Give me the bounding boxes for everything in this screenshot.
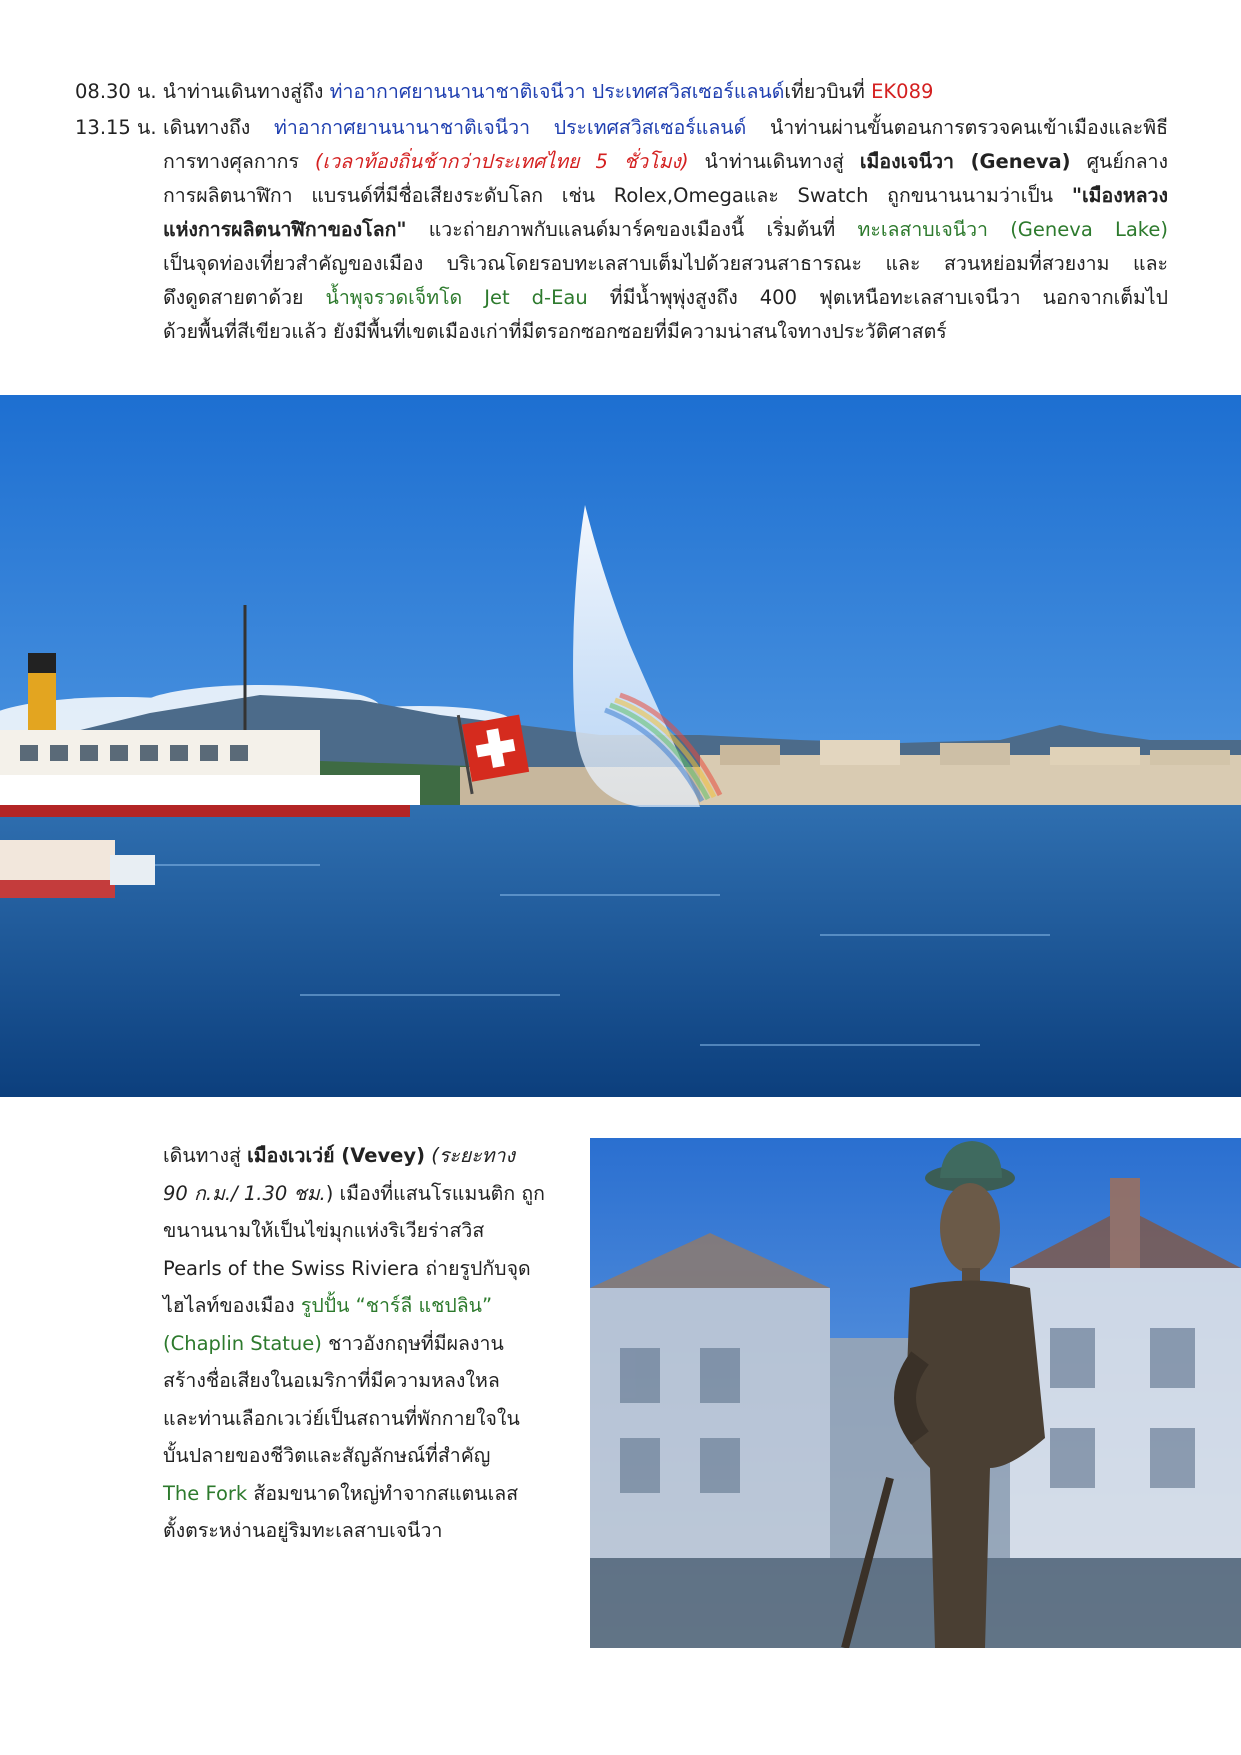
paragraph-line — [163, 281, 1168, 315]
geneva-paragraph — [163, 111, 1168, 349]
paragraph-line: Pearls of the Swiss Riviera ถ่ายรูปกับจุด — [163, 1256, 531, 1280]
chaplin-statue-photo — [590, 1138, 1241, 1648]
paragraph-line — [163, 179, 1168, 213]
timezone-note: (เวลาท้องถิ่นช้ากว่าประเทศไทย 5 ชั่วโมง) — [314, 150, 689, 173]
paragraph-line: บั้นปลายของชีวิตและสัญลักษณ์ที่สำคัญ — [163, 1444, 491, 1467]
text: เดินทางสู่ — [163, 1144, 248, 1167]
text: ส้อมขนาดใหญ่ทำจากสแตนเลส — [247, 1481, 519, 1505]
itinerary-text: นำท่านเดินทางสู่ถึง — [162, 80, 330, 103]
text: การทางศุลกากร — [163, 150, 315, 173]
text: ดึงดูดสายตาด้วย — [163, 286, 326, 309]
geneva-lake-photo — [0, 395, 1241, 1097]
paragraph-line — [163, 213, 1168, 247]
text: ที่มีน้ำพุพุ่งสูงถึง 400 ฟุตเหนือทะเลสาบเจนีวา นอกจากเต็มไป — [587, 286, 1168, 309]
geneva-airport-link: ท่าอากาศยานนานาชาติเจนีวา ประเทศสวิสเซอร์แลนด์ — [329, 80, 785, 103]
watch-capital-title: แห่งการผลิตนาฬิกาของโลก" — [163, 218, 407, 241]
itinerary-line-1 — [75, 75, 933, 109]
paragraph-line: ตั้งตระหง่านอยู่ริมทะเลสาบเจนีวา — [163, 1519, 443, 1542]
paragraph-line — [163, 1475, 573, 1513]
chaplin-statue-label: รูปปั้น “ชาร์ลี แชปลิน” — [300, 1294, 493, 1317]
text: นำท่านเดินทางสู่ — [688, 150, 860, 173]
paragraph-line: และท่านเลือกเวเว่ย์เป็นสถานที่พักกายใจใน — [163, 1406, 520, 1430]
text: เดินทางถึง — [163, 116, 274, 139]
watch-capital-title: "เมืองหลวง — [1071, 184, 1168, 207]
vevey-paragraph — [163, 1137, 573, 1550]
paragraph-line: เป็นจุดท่องเที่ยวสำคัญของเมือง บริเวณโดยรอบทะเลสาบเต็มไปด้วยสวนสาธารณะ และ สวนหย่อมที่สวยงาม และ — [163, 252, 1168, 275]
text: ชาวอังกฤษที่มีผลงาน — [321, 1331, 504, 1355]
text: ) เมืองที่แสนโรแมนติก ถูก — [325, 1181, 545, 1205]
paragraph-line — [163, 1325, 573, 1363]
jet-deau-fountain: น้ำพุจรวดเจ็ทโด Jet d-Eau — [325, 286, 588, 309]
geneva-airport-link: ท่าอากาศยานนานาชาติเจนีวา ประเทศสวิสเซอร์แลนด์ — [274, 116, 747, 139]
itinerary-text: เที่ยวบินที่ — [784, 80, 872, 103]
distance-note: 90 ก.ม./ 1.30 ชม. — [163, 1181, 326, 1205]
chaplin-statue-label: (Chaplin Statue) — [163, 1331, 322, 1355]
paragraph-line — [163, 111, 1168, 145]
text: ไฮไลท์ของเมือง — [163, 1294, 301, 1317]
paragraph-line — [163, 1287, 573, 1325]
vevey-city: เมืองเวเว่ย์ (Vevey) — [247, 1144, 426, 1167]
paragraph-line: ขนานนามให้เป็นไข่มุกแห่งริเวียร่าสวิส — [163, 1219, 485, 1242]
geneva-lake: ทะเลสาบเจนีวา (Geneva Lake) — [857, 218, 1168, 241]
text: ศูนย์กลาง — [1070, 150, 1168, 173]
distance-note: (ระยะทาง — [431, 1144, 515, 1167]
paragraph-line: สร้างชื่อเสียงในอเมริกาที่มีความหลงใหล — [163, 1369, 500, 1392]
the-fork-label: The Fork — [163, 1481, 248, 1505]
paragraph-line — [163, 145, 1168, 179]
text: การผลิตนาฬิกา แบรนด์ที่มีชื่อเสียงระดับโลก เช่น Rolex,Omegaและ Swatch ถูกขนานนามว่าเป็น — [163, 184, 1072, 207]
time-1315: 13.15 น. — [75, 116, 157, 139]
paragraph-line: ด้วยพื้นที่สีเขียวแล้ว ยังมีพื้นที่เขตเมืองเก่าที่มีตรอกซอกซอยที่มีความน่าสนใจทางประวัติศาสตร์ — [163, 320, 947, 343]
flight-number: EK089 — [871, 80, 934, 103]
text: แวะถ่ายภาพกับแลนด์มาร์คของเมืองนี้ เริ่มต้นที่ — [406, 218, 858, 241]
geneva-city: เมืองเจนีวา (Geneva) — [859, 150, 1071, 173]
paragraph-line — [163, 1175, 573, 1213]
time-0830: 08.30 น. — [75, 80, 157, 103]
text: นำท่านผ่านขั้นตอนการตรวจคนเข้าเมืองและพิธี — [746, 116, 1168, 139]
paragraph-line — [163, 1137, 573, 1175]
